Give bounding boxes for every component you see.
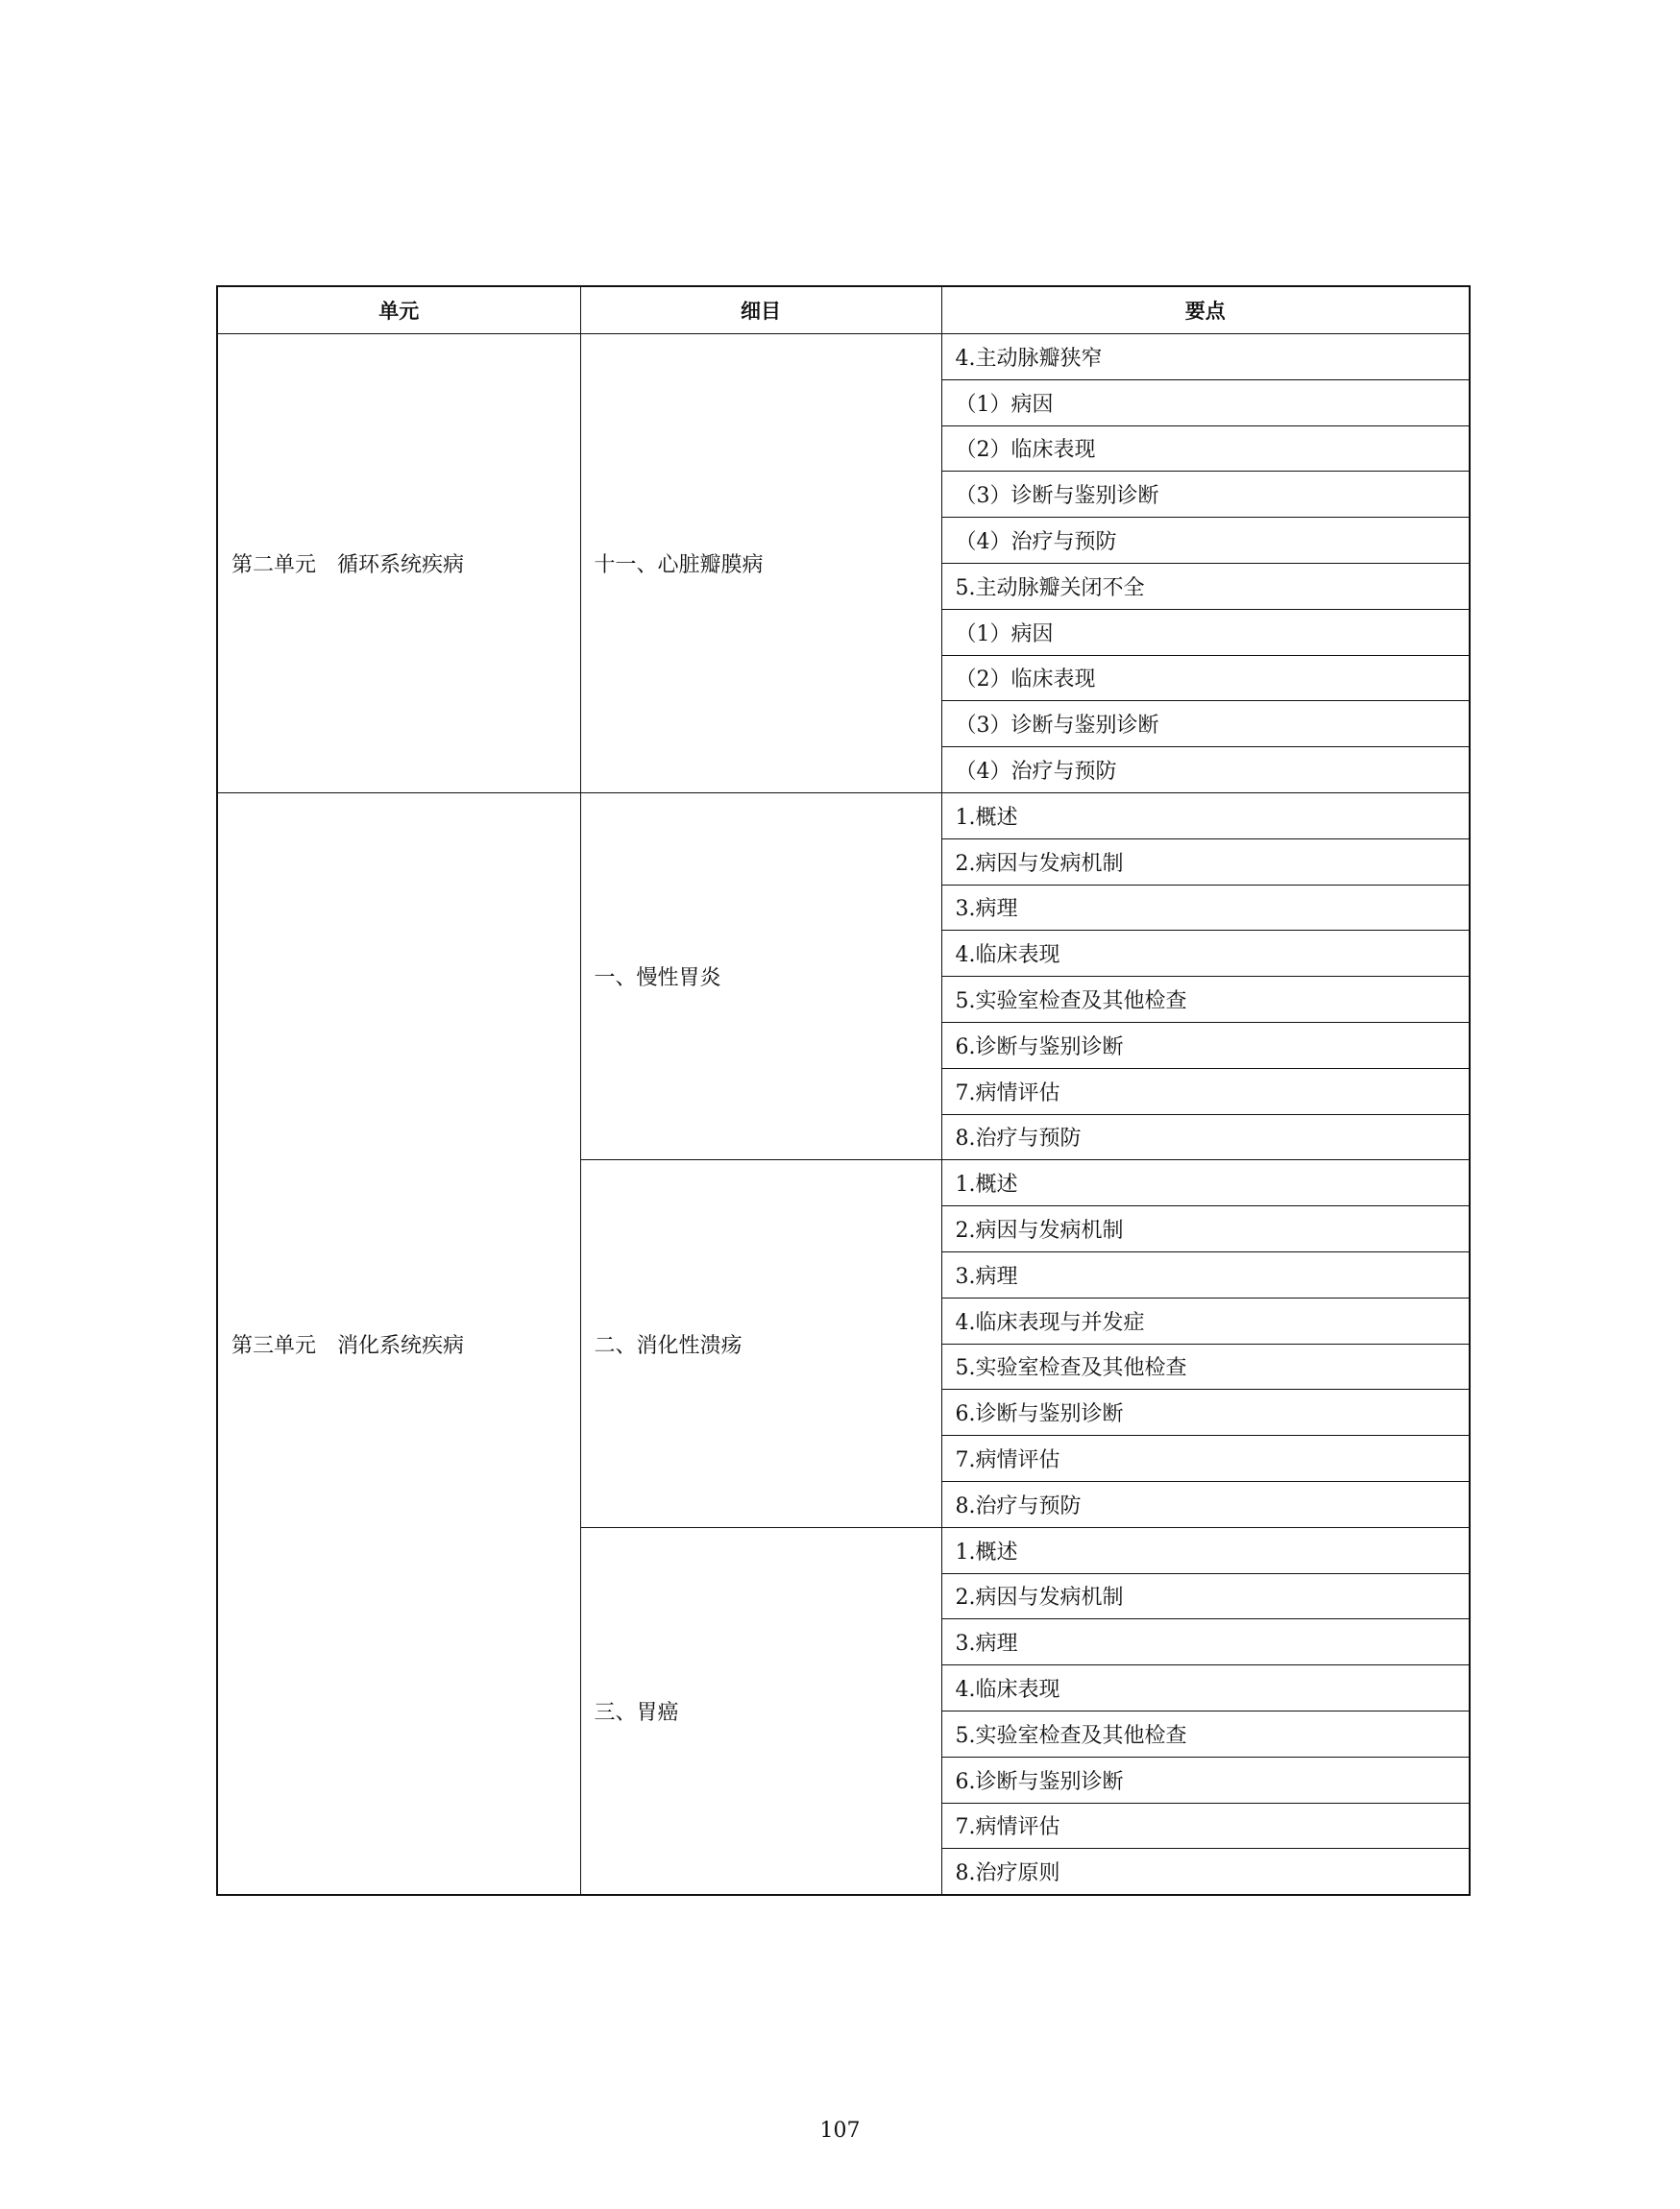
- point-cell: （1）病因: [941, 609, 1470, 655]
- point-cell: 4.临床表现与并发症: [941, 1298, 1470, 1344]
- header-points: 要点: [941, 286, 1470, 334]
- point-cell: 2.病因与发病机制: [941, 1206, 1470, 1252]
- syllabus-table: [216, 285, 1471, 1896]
- item-cell: 二、消化性溃疡: [580, 1160, 941, 1527]
- point-cell: 5.实验室检查及其他检查: [941, 1711, 1470, 1757]
- point-cell: （2）临床表现: [941, 425, 1470, 472]
- page-number: 107: [819, 2119, 861, 2143]
- point-cell: 8.治疗与预防: [941, 1114, 1470, 1160]
- table-row: [217, 792, 1470, 838]
- point-cell: 7.病情评估: [941, 1436, 1470, 1482]
- header-item: 细目: [580, 286, 941, 334]
- item-cell: 一、慢性胃炎: [580, 792, 941, 1159]
- point-cell: 2.病因与发病机制: [941, 838, 1470, 885]
- point-cell: 8.治疗与预防: [941, 1481, 1470, 1527]
- point-cell: 1.概述: [941, 1160, 1470, 1206]
- point-cell: 4.临床表现: [941, 1665, 1470, 1711]
- header-unit: 单元: [217, 286, 580, 334]
- unit-cell: 第二单元 循环系统疾病: [217, 334, 580, 793]
- point-cell: 6.诊断与鉴别诊断: [941, 1390, 1470, 1436]
- point-cell: 2.病因与发病机制: [941, 1573, 1470, 1619]
- point-cell: 3.病理: [941, 1619, 1470, 1665]
- point-cell: 1.概述: [941, 1527, 1470, 1573]
- unit-cell: 第三单元 消化系统疾病: [217, 792, 580, 1895]
- point-cell: 6.诊断与鉴别诊断: [941, 1022, 1470, 1068]
- point-cell: 4.主动脉瓣狭窄: [941, 334, 1470, 380]
- point-cell: 5.实验室检查及其他检查: [941, 977, 1470, 1023]
- point-cell: （4）治疗与预防: [941, 747, 1470, 793]
- point-cell: 1.概述: [941, 792, 1470, 838]
- table-row: [217, 334, 1470, 380]
- point-cell: 3.病理: [941, 1251, 1470, 1298]
- point-cell: 3.病理: [941, 885, 1470, 931]
- point-cell: 6.诊断与鉴别诊断: [941, 1757, 1470, 1803]
- point-cell: （4）治疗与预防: [941, 518, 1470, 564]
- point-cell: （3）诊断与鉴别诊断: [941, 701, 1470, 747]
- header-row: [217, 286, 1470, 334]
- point-cell: 5.实验室检查及其他检查: [941, 1344, 1470, 1390]
- point-cell: 8.治疗原则: [941, 1849, 1470, 1895]
- point-cell: 7.病情评估: [941, 1068, 1470, 1114]
- point-cell: （2）临床表现: [941, 655, 1470, 701]
- point-cell: 7.病情评估: [941, 1803, 1470, 1849]
- item-cell: 十一、心脏瓣膜病: [580, 334, 941, 793]
- point-cell: 4.临床表现: [941, 931, 1470, 977]
- point-cell: （1）病因: [941, 379, 1470, 425]
- point-cell: （3）诊断与鉴别诊断: [941, 472, 1470, 518]
- point-cell: 5.主动脉瓣关闭不全: [941, 563, 1470, 609]
- item-cell: 三、胃癌: [580, 1527, 941, 1895]
